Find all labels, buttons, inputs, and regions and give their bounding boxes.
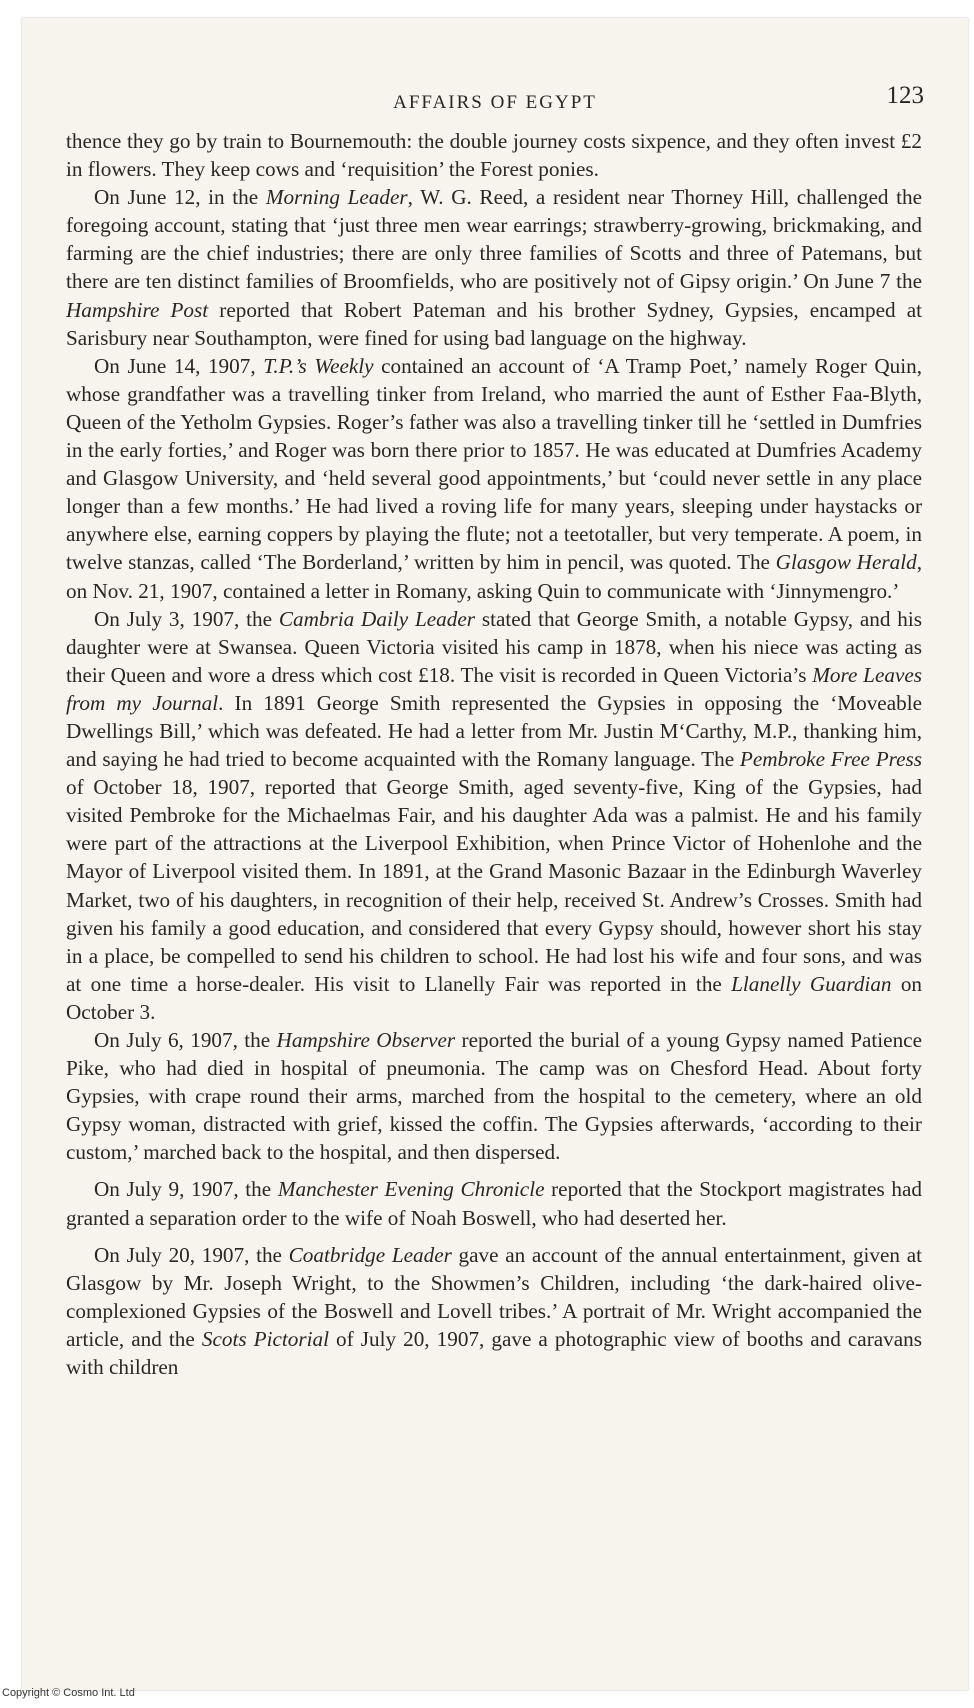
italic-title: Manchester Evening Chronicle [277,1177,545,1202]
italic-title: Scots Pictorial [201,1326,329,1351]
body-text [66,127,922,1381]
italic-title: Coatbridge Leader [288,1242,452,1267]
page-number: 123 [886,82,924,109]
italic-title: Cambria Daily Leader [278,606,475,631]
paragraph-2: On June 12, in the Morning Leader, W. G. Reed, a resident near Thorney Hill, challenged the foregoing account, stating that ‘just three men wear earrings; strawberry-growing, brickmaking, and farming are the chief industries; there are only three families of Scotts and three of Patemans, but there are ten distinct families of Broomfields, who are positively not of Gipsy origin.’ On June 7 the Hampshire Post reported that Robert Pateman and his brother Sydney, Gypsies, encamped at Sarisbury near Southampton, were fined for using bad language on the highway. [66,185,922,350]
italic-title: Llanelly Guardian [731,971,892,996]
italic-title: Glasgow Herald [775,550,917,575]
italic-title: Hampshire Observer [276,1028,456,1052]
italic-title: T.P.’s Weekly [263,353,374,378]
paragraph-6: On July 9, 1907, the Manchester Evening Chronicle reported that the Stockport magistrates had granted a separation order to the wife of Noah Boswell, who had deserted her. [66,1177,922,1230]
paragraph-7: On July 20, 1907, the Coatbridge Leader gave an account of the annual entertainment, given at Glasgow by Mr. Joseph Wright, to the Showmen’s Children, including ‘the dark-haired olive-complexioned Gypsies of the Boswell and Lovell tribes.’ A portrait of Mr. Wright accompanied the article, and the Scots Pictorial of July 20, 1907, gave a photographic view of booths and caravans with children [66,1242,922,1380]
italic-title: Pembroke Free Press [739,747,922,772]
page-header [22,82,968,118]
paragraph-4: On July 3, 1907, the Cambria Daily Leader stated that George Smith, a notable Gypsy, and his daughter were at Swansea. Queen Victoria visited his camp in 1878, when his niece was acting as their Queen and wore a dress which cost £18. The visit is recorded in Queen Victoria’s More Leaves from my Journal. In 1891 George Smith represented the Gypsies in opposing the ‘Moveable Dwellings Bill,’ which was defeated. He had a letter from Mr. Justin M‘Carthy, M.P., thanking him, and saying he had tried to become acquainted with the Romany language. The Pembroke Free Press of October 18, 1907, reported that George Smith, aged seventy-five, King of the Gypsies, had visited Pembroke for the Michaelmas Fair, and his daughter Ada was a palmist. He and his family were part of the attractions at the Liverpool Exhibition, when Prince Victor of Hohenlohe and the Mayor of Liverpool visited them. In 1891, at the Grand Masonic Bazaar in the Edinburgh Waverley Market, two of his daughters, in recognition of their help, received St. Andrew’s Crosses. Smith had given his family a good education, and considered that every Gypsy should, however short his stay in a place, be compelled to send his children to school. He had lost his wife and four sons, and was at one time a horse-dealer. His visit to Llanelly Fair was reported in the Llanelly Guardian on October 3. [66,606,923,1024]
book-page [22,18,968,1690]
copyright-notice: Copyright © Cosmo Int. Ltd [2,1687,135,1699]
italic-title: Hampshire Post [66,297,209,322]
italic-title: More Leaves from my Journal [66,662,922,715]
paragraph-5: On July 6, 1907, the Hampshire Observer reported the burial of a young Gypsy named Patience Pike, who had died in hospital of pneumonia. The camp was on Chesford Head. About forty Gypsies, with crape round their arms, marched from the hospital to the cemetery, where an old Gypsy woman, distracted with grief, kissed the coffin. The Gypsies afterwards, ‘according to their custom,’ marched back to the hospital, and then dispersed. [66,1028,922,1165]
paragraph-3: On June 14, 1907, T.P.’s Weekly contained an account of ‘A Tramp Poet,’ namely Roger Quin, whose grandfather was a travelling tinker from Ireland, who married the aunt of Esther Faa-Blyth, Queen of the Yetholm Gypsies. Roger’s father was also a travelling tinker till he ‘settled in Dumfries in the early forties,’ and Roger was born there prior to 1857. He was educated at Dumfries Academy and Glasgow University, and ‘held several good appointments,’ but ‘could never settle in any place longer than a few months.’ He had lived a roving life for many years, sleeping under haystacks or anywhere else, earning coppers by playing the flute; not a teetotaller, but very temperate. A poem, in twelve stanzas, called ‘The Borderland,’ written by him in pencil, was quoted. The Glasgow Herald, on Nov. 21, 1907, contained a letter in Romany, asking Quin to communicate with ‘Jinnymengro.’ [66,353,923,603]
italic-title: Morning Leader [265,185,408,210]
paragraph-1: thence they go by train to Bournemouth: the double journey costs sixpence, and they often invest £2 in flowers. They keep cows and ‘requisition’ the Forest ponies. [66,129,922,182]
running-title: AFFAIRS OF EGYPT [393,92,597,113]
